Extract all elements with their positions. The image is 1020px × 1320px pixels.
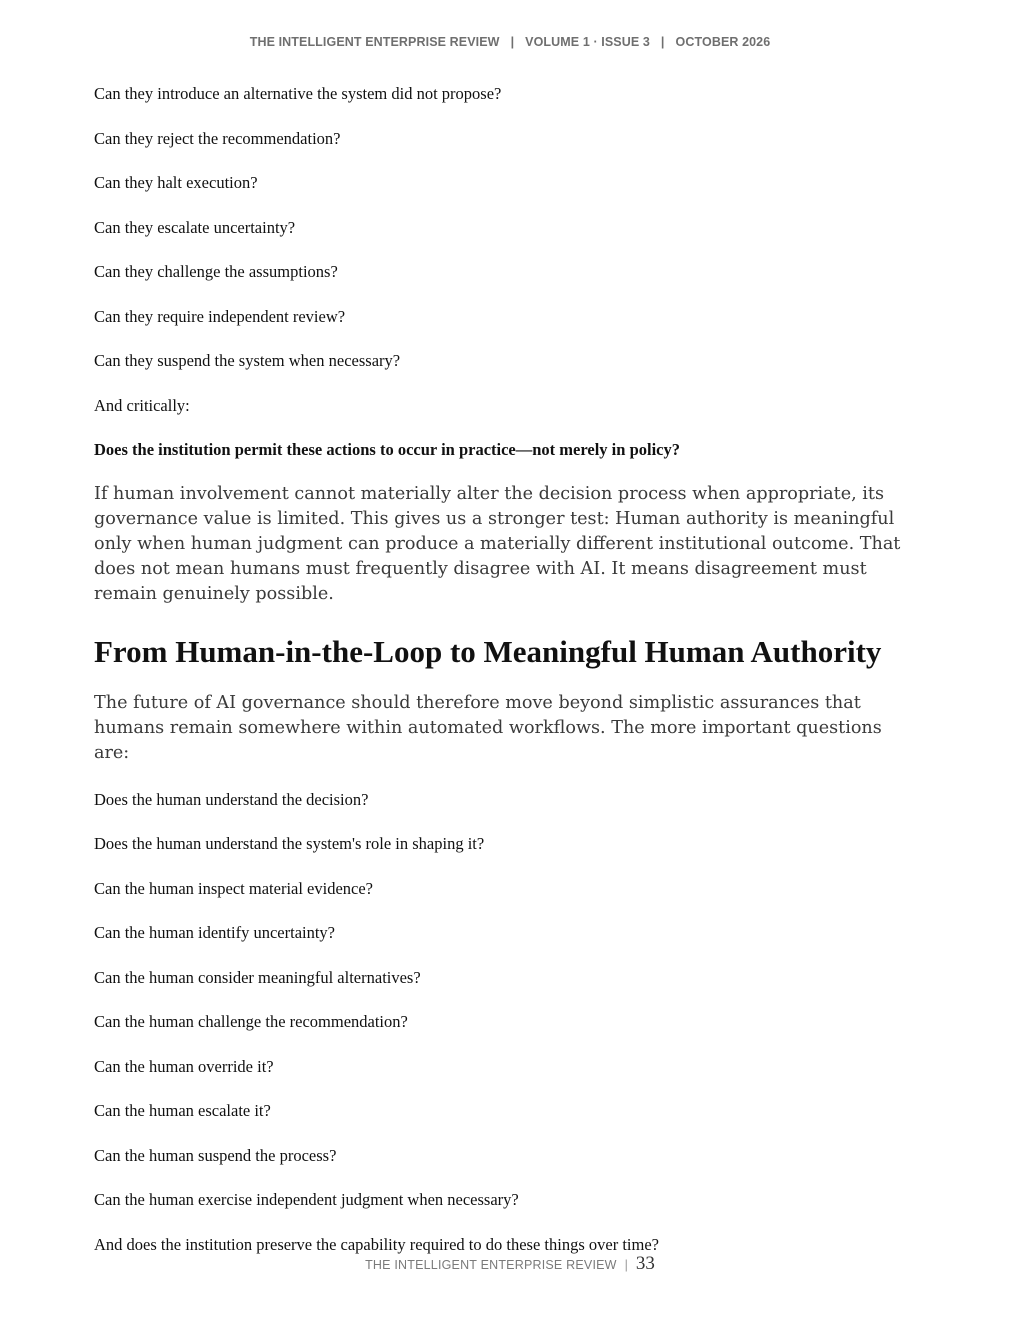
header-volume: VOLUME 1 · ISSUE 3 [525,35,650,49]
question-item: Can they challenge the assumptions? [94,262,338,281]
question-item: Does the human understand the system's role in shaping it? [94,834,485,853]
section-heading: From Human-in-the-Loop to Meaningful Human Authority [94,633,882,669]
question-item: Can the human inspect material evidence? [94,878,374,898]
header-separator: | [660,35,665,49]
question-item: Can the human escalate it? [94,1101,271,1120]
question-item: Can the human challenge the recommendation? [94,1012,408,1031]
question-item: Can they halt execution? [94,173,258,192]
question-item: Can they suspend the system when necessary? [94,351,401,370]
question-item: Can they require independent review? [94,306,346,326]
question-item: Can the human exercise independent judgment when necessary? [94,1190,519,1209]
question-item: Can the human identify uncertainty? [94,923,336,942]
question-item: Can the human consider meaningful alternatives? [94,967,421,987]
question-item: Can the human override it? [94,1056,274,1076]
question-list [94,790,914,1280]
running-header [0,35,1020,49]
header-date: OCTOBER 2026 [675,35,771,49]
footer-publication: THE INTELLIGENT ENTERPRISE REVIEW [365,1258,617,1272]
page-number: 33 [635,1253,655,1274]
question-item: And does the institution preserve the capability required to do these things over time? [94,1234,659,1254]
question-item: Can they reject the recommendation? [94,128,341,148]
question-item: Can they introduce an alternative the system did not propose? [94,84,502,103]
footer-separator: | [624,1258,628,1272]
body-paragraph: The future of AI governance should therefore move beyond simplistic assurances that humans remain somewhere within automated workflows. The more important questions are: [94,692,882,763]
body-paragraph: If human involvement cannot materially alter the decision process when appropriate, its governance value is limited. This gives us a stronger test: Human authority is meaningful only when human judgment can produce a materially different institutional outcome. That does not mean humans must frequently disagree with AI. It means disagreement must remain genuinely possible. [94,483,901,604]
article-body [94,84,914,1279]
question-item: Does the human understand the decision? [94,789,369,809]
question-item: Can the human suspend the process? [94,1145,337,1165]
question-item: And critically: [94,395,190,415]
page-footer [0,1253,1020,1275]
header-publication: THE INTELLIGENT ENTERPRISE REVIEW [249,35,500,49]
header-separator: | [510,35,515,49]
question-list [94,84,914,485]
question-item: Can they escalate uncertainty? [94,217,296,237]
bold-question: Does the institution permit these actions to occur in practice—not merely in policy? [94,440,680,459]
